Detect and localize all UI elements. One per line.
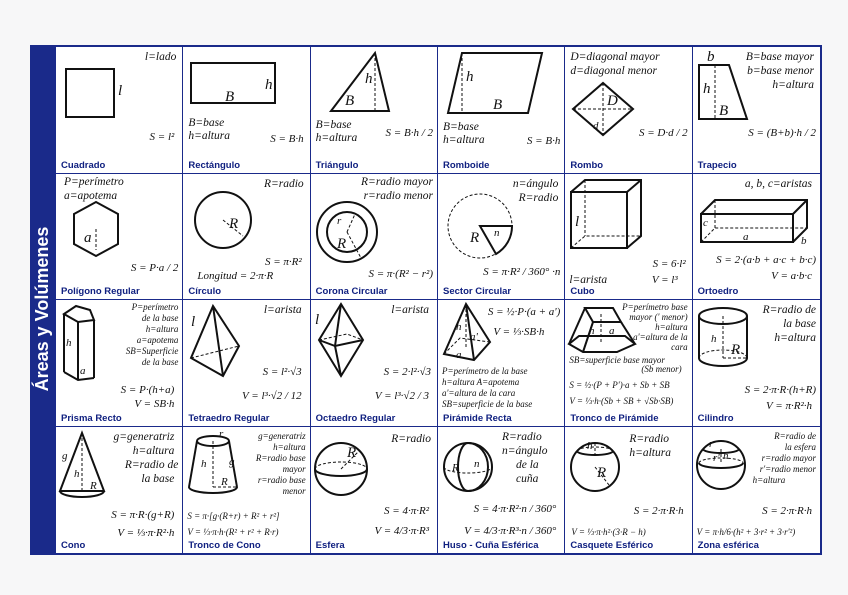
svg-text:a: a [742, 230, 749, 243]
note: la esfera [784, 441, 816, 452]
note: a=apotema [64, 189, 118, 202]
note: g=generatriz [113, 430, 175, 443]
note: R=radio [502, 430, 542, 443]
svg-text:R: R [730, 342, 740, 358]
cell-piramide [438, 300, 565, 427]
note: h=altura [629, 446, 671, 459]
svg-text:h: h [710, 333, 717, 345]
cell-rombo [565, 47, 692, 174]
note: l=arista [263, 304, 302, 316]
svg-text:l: l [314, 312, 319, 328]
formula: V = ⅓·SB·h [493, 326, 545, 338]
formula: V = a·b·c [771, 269, 812, 282]
note: mayor (' menor) [629, 312, 688, 322]
shape-name: Casquete Esférico [570, 540, 654, 551]
note: SB=superficie base mayor [569, 355, 665, 365]
svg-text:h: h [265, 77, 273, 93]
note: B=base [188, 117, 225, 129]
svg-text:l: l [118, 83, 123, 99]
svg-text:h: h [74, 467, 80, 480]
formula: S = (B+b)·h / 2 [748, 127, 816, 139]
shape-name: Trapecio [697, 159, 737, 171]
note: h=altura [655, 322, 688, 332]
svg-text:h: h [466, 69, 474, 85]
formula: S = π·(R² − r²) [368, 267, 433, 280]
side-title: Áreas y Volúmenes [32, 226, 52, 392]
svg-text:l: l [191, 314, 196, 330]
cell-cuadrado [56, 47, 183, 174]
note: SB=Superficie [125, 346, 179, 356]
cell-casquete [565, 427, 692, 554]
formula: S = B·h [526, 135, 561, 147]
svg-text:R: R [470, 229, 480, 246]
shape-name: Pirámide Recta [443, 412, 512, 424]
note: cuña [516, 472, 539, 485]
note: l=arista [391, 304, 429, 316]
svg-text:a: a [80, 365, 86, 377]
svg-text:R: R [336, 235, 346, 252]
note: B=base mayor [745, 51, 814, 63]
formula: S = l²·√3 [262, 366, 302, 378]
svg-text:g: g [229, 455, 235, 468]
formula: S = π·R·(g+R) [111, 508, 175, 521]
shape-name: Esfera [315, 540, 345, 551]
shape-name: Tronco de Pirámide [570, 412, 659, 424]
formula: S = D·d / 2 [638, 127, 688, 139]
cell-octaedro [311, 300, 438, 427]
svg-text:n: n [494, 226, 500, 239]
formula: V = ⅓·π·R²·h [117, 526, 175, 539]
formula: S = 4·π·R²·n / 360° [473, 502, 557, 515]
note: h=altura A=apotema [442, 377, 520, 387]
formula: S = 2·(a·b + a·c + b·c) [716, 253, 816, 266]
svg-text:B: B [225, 89, 235, 105]
note: R=radio [518, 191, 559, 204]
formula: S = 2·l²·√3 [383, 366, 431, 378]
cell-romboide [438, 47, 565, 174]
shape-name: Huso - Cuña Esférica [443, 540, 539, 551]
note: r=radio mayor [761, 452, 816, 463]
formula: S = P·(h+a) [120, 384, 175, 396]
octahedron-diagram [311, 300, 437, 426]
formula: S = π·R² / 360° ·n [483, 265, 561, 278]
note: R=radio [629, 432, 670, 445]
cell-zona [693, 427, 820, 554]
note: de la base [141, 357, 179, 367]
rectangle-diagram [183, 47, 309, 173]
shape-name: Cilindro [697, 412, 734, 424]
note: l=arista [569, 273, 608, 286]
svg-text:r: r [708, 437, 713, 450]
note: r=radio base [257, 474, 306, 485]
svg-text:a: a [609, 325, 615, 337]
svg-text:r': r' [712, 451, 720, 464]
formula: S = 2·π·R·h [762, 504, 812, 517]
tetrahedron-diagram [183, 300, 309, 426]
cell-ortoedro [693, 174, 820, 301]
formula: V = l³·√2 / 12 [242, 390, 302, 402]
svg-text:r: r [336, 214, 341, 227]
note: la base [783, 318, 816, 330]
cell-corona [311, 174, 438, 301]
svg-text:h: h [587, 439, 593, 452]
cell-tronco-cono [183, 427, 310, 554]
formula: S = l² [149, 131, 175, 143]
svg-text:a': a' [470, 331, 478, 343]
note: a, b, c=aristas [744, 177, 812, 190]
svg-text:R: R [597, 464, 607, 481]
note: h=altura [752, 474, 786, 485]
shape-name: Sector Circular [443, 286, 512, 297]
formula: V = π·h/6·(h² + 3·r² + 3·r'²) [696, 526, 796, 537]
formula: V = ⅓·h·(Sb + SB + √Sb·SB) [569, 396, 674, 406]
formula: S = π·[g·(R+r) + R² + r²] [187, 510, 280, 521]
note: P=perímetro [131, 302, 179, 312]
svg-text:B: B [493, 97, 503, 113]
shape-name: Prisma Recto [61, 412, 122, 424]
formula: S = B·h [270, 133, 304, 145]
side-title-band [32, 47, 56, 553]
note: r'=radio menor [759, 463, 816, 474]
note: mayor [282, 463, 306, 474]
formula: V = 4/3·π·R³ [374, 524, 429, 537]
formula: S = 2·π·R·(h+R) [744, 384, 816, 396]
svg-text:R: R [346, 444, 356, 461]
note: R=radio base [255, 452, 306, 463]
shape-name: Cono [61, 540, 86, 551]
cell-cubo [565, 174, 692, 301]
note: R=radio [263, 177, 304, 190]
note: (Sb menor) [641, 364, 682, 374]
formula-grid [56, 47, 820, 553]
formula: S = 6·l² [652, 257, 686, 270]
shape-name: Cuadrado [61, 159, 106, 171]
note: cara [671, 342, 688, 352]
svg-text:R: R [229, 215, 239, 232]
cell-trapecio [693, 47, 820, 174]
cell-tronco-piramide [565, 300, 692, 427]
note: B=base [315, 119, 352, 131]
svg-text:D: D [607, 93, 619, 109]
cell-poligono [56, 174, 183, 301]
note: l=lado [144, 51, 177, 63]
note: g=generatriz [258, 430, 306, 441]
shape-name: Ortoedro [697, 286, 739, 297]
svg-text:a: a [456, 349, 462, 361]
note: R=radio de [124, 458, 179, 471]
note: B=base [443, 121, 479, 133]
note: de la base [141, 313, 179, 323]
svg-text:R: R [221, 475, 229, 488]
note: la base [141, 472, 175, 485]
note: d=diagonal menor [570, 65, 657, 77]
note: P=perímetro de la base [442, 366, 528, 376]
note: D=diagonal mayor [570, 51, 660, 63]
formula: S = 4·π·R² [384, 504, 429, 517]
svg-text:g: g [62, 449, 68, 462]
shape-name: Rombo [570, 159, 604, 171]
formula-sheet [30, 45, 822, 555]
svg-text:b: b [706, 49, 715, 65]
formula: V = l³ [651, 273, 678, 286]
shape-name: Tronco de Cono [188, 540, 261, 551]
cell-circulo [183, 174, 310, 301]
cell-cilindro [693, 300, 820, 427]
svg-text:a: a [84, 229, 92, 246]
formula: S = π·R² [264, 255, 302, 268]
note: a'=altura de la [633, 332, 688, 342]
cell-esfera [311, 427, 438, 554]
svg-text:R: R [90, 479, 97, 492]
shape-name: Círculo [188, 286, 222, 297]
note: n=ángulo [502, 444, 548, 457]
svg-text:r: r [219, 427, 224, 440]
svg-text:h: h [589, 325, 595, 337]
svg-text:l: l [575, 213, 580, 230]
formula: V = ⅓·π·h·(R² + r² + R·r) [187, 526, 279, 537]
note: de la [516, 458, 539, 471]
formula: S = B·h / 2 [385, 127, 433, 139]
svg-text:h: h [722, 449, 729, 462]
cell-cono [56, 427, 183, 554]
note: a'=altura de la cara [442, 388, 516, 398]
svg-text:n: n [474, 457, 480, 470]
shape-name: Triángulo [315, 159, 359, 171]
note: R=radio de [762, 304, 816, 316]
formula: Longitud = 2·π·R [197, 269, 274, 282]
note: h=altura [774, 332, 816, 344]
shape-name: Cubo [570, 286, 595, 297]
note: P=perímetro [64, 175, 124, 188]
formula: V = π·R²·h [766, 400, 812, 412]
note: h=altura [315, 132, 358, 144]
svg-text:B: B [718, 103, 728, 119]
svg-text:h: h [364, 71, 373, 87]
note: b=base menor [747, 65, 814, 77]
shape-name: Zona esférica [697, 540, 759, 551]
cell-huso [438, 427, 565, 554]
shape-name: Polígono Regular [61, 286, 140, 297]
note: h=altura [145, 324, 179, 334]
svg-text:R: R [452, 461, 459, 474]
formula: V = ⅓·π·h²·(3·R − h) [571, 526, 646, 537]
shape-name: Rectángulo [188, 159, 241, 171]
note: R=radio de [774, 430, 816, 441]
svg-text:h: h [201, 457, 207, 470]
note: P=perímetro base [622, 302, 688, 312]
svg-text:d: d [593, 120, 599, 132]
note: h=altura [273, 441, 306, 452]
note: r=radio menor [363, 189, 433, 202]
shape-name: Tetraedro Regular [188, 412, 270, 424]
formula: S = ½·P·(a + a') [487, 306, 561, 318]
formula: V = SB·h [134, 398, 175, 410]
svg-text:b: b [800, 234, 807, 247]
note: h=altura [772, 79, 814, 91]
formula: S = P·a / 2 [130, 261, 179, 274]
square-diagram [56, 47, 182, 173]
note: R=radio [391, 432, 431, 445]
note: h=altura [443, 134, 485, 146]
formula: S = ½·(P + P')·a + Sb + SB [569, 380, 670, 390]
formula: S = 2·π·R·h [633, 504, 684, 517]
formula: V = l³·√2 / 3 [374, 390, 429, 402]
shape-name: Octaedro Regular [315, 412, 396, 424]
cell-tetraedro [183, 300, 310, 427]
shape-name: Romboide [443, 159, 490, 171]
shape-name: Corona Circular [315, 286, 388, 297]
note: n=ángulo [512, 177, 559, 190]
cell-rectangulo [183, 47, 310, 174]
svg-text:B: B [344, 93, 354, 109]
note: SB=superficie de la base [442, 399, 533, 409]
note: R=radio mayor [361, 175, 433, 188]
svg-text:h: h [702, 81, 711, 97]
note: a=apotema [136, 335, 179, 345]
cell-sector [438, 174, 565, 301]
svg-text:h: h [456, 321, 462, 333]
svg-text:h: h [66, 337, 72, 349]
svg-text:c: c [702, 216, 708, 229]
triangle-diagram [311, 47, 437, 173]
rhomboid-diagram [438, 47, 564, 173]
formula: V = 4/3·π·R³·n / 360° [464, 524, 557, 537]
note: h=altura [188, 130, 230, 142]
note: h=altura [132, 444, 175, 457]
note: menor [282, 485, 306, 496]
cell-prisma [56, 300, 183, 427]
cell-triangulo [311, 47, 438, 174]
